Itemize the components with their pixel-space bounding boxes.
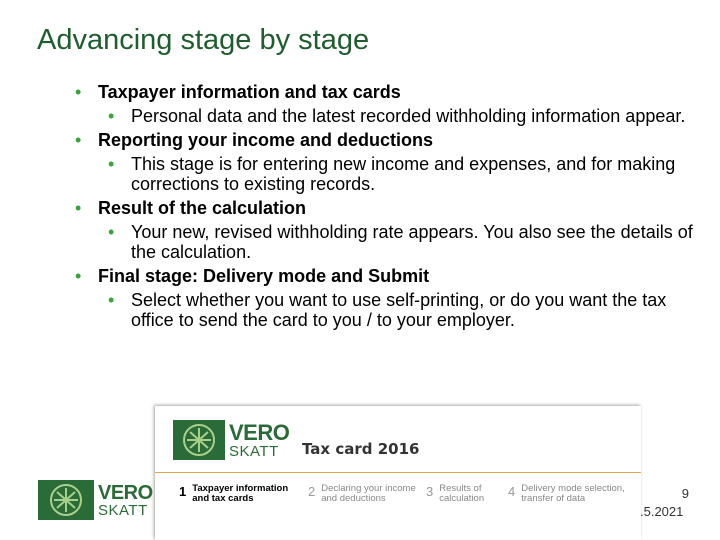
step-1[interactable] (179, 484, 288, 504)
step-number: 3 (426, 484, 434, 499)
bullet-label: Taxpayer information and tax cards (98, 82, 401, 102)
logo-line1: VERO (98, 481, 153, 504)
bullet-item (75, 198, 705, 218)
sub-bullet-item (75, 106, 705, 126)
bullet-icon: • (108, 154, 115, 174)
page-number: 9 (681, 486, 689, 501)
divider (155, 472, 641, 473)
step-3[interactable] (426, 484, 484, 504)
step-2[interactable] (308, 484, 416, 504)
sub-bullet-text: Your new, revised withholding rate appears. You also see the details of the calculation. (131, 222, 693, 262)
bullet-label: Final stage: Delivery mode and Submit (98, 266, 430, 286)
step-label-line1: Delivery mode selection, (521, 483, 625, 494)
step-label-line2: and deductions (321, 493, 386, 504)
bullet-icon: • (75, 130, 82, 150)
card-title: Tax card 2016 (302, 440, 420, 458)
sub-bullet-text: This stage is for entering new income and expenses, and for making corrections to existing records. (131, 154, 676, 194)
step-label-line1: Declaring your income (321, 483, 416, 494)
step-indicator (179, 484, 641, 504)
bullet-icon: • (108, 290, 115, 310)
bullet-list (75, 78, 705, 330)
bullet-label: Reporting your income and deductions (98, 130, 434, 150)
bullet-icon: • (108, 106, 115, 126)
logo-line1: VERO (229, 419, 290, 445)
bullet-icon: • (75, 82, 82, 102)
step-label-line2: transfer of data (521, 493, 586, 504)
step-label-line1: Results of (439, 483, 482, 494)
bullet-item (75, 82, 705, 102)
step-label-line2: and tax cards (192, 493, 254, 504)
sub-bullet-item (75, 290, 705, 330)
step-4[interactable] (508, 484, 625, 504)
sub-bullet-item (75, 222, 705, 262)
sub-bullet-text: Select whether you want to use self-printing, or do you want the tax office to send the card to you / to your employer. (131, 290, 667, 330)
crest-icon (38, 480, 94, 520)
bullet-item (75, 130, 705, 150)
sub-bullet-item (75, 154, 705, 194)
step-number: 2 (308, 484, 316, 499)
bullet-label: Result of the calculation (98, 198, 307, 218)
step-number: 4 (508, 484, 516, 499)
logo-line2: SKATT (98, 501, 148, 519)
step-label-line2: calculation (439, 493, 485, 504)
tax-card-screenshot (155, 406, 641, 540)
step-number: 1 (179, 484, 187, 499)
bullet-item (75, 266, 705, 286)
step-label-line1: Taxpayer information (192, 483, 289, 494)
slide-title: Advancing stage by stage (37, 24, 370, 56)
crest-icon (173, 420, 225, 460)
footer-date: .5.2021 (640, 504, 684, 519)
logo-line2: SKATT (229, 442, 279, 460)
bullet-icon: • (108, 222, 115, 242)
bullet-icon: • (75, 198, 82, 218)
sub-bullet-text: Personal data and the latest recorded withholding information appear. (131, 106, 686, 126)
bullet-icon: • (75, 266, 82, 286)
vero-skatt-logo (173, 420, 289, 460)
footer-vero-skatt-logo (38, 480, 153, 520)
